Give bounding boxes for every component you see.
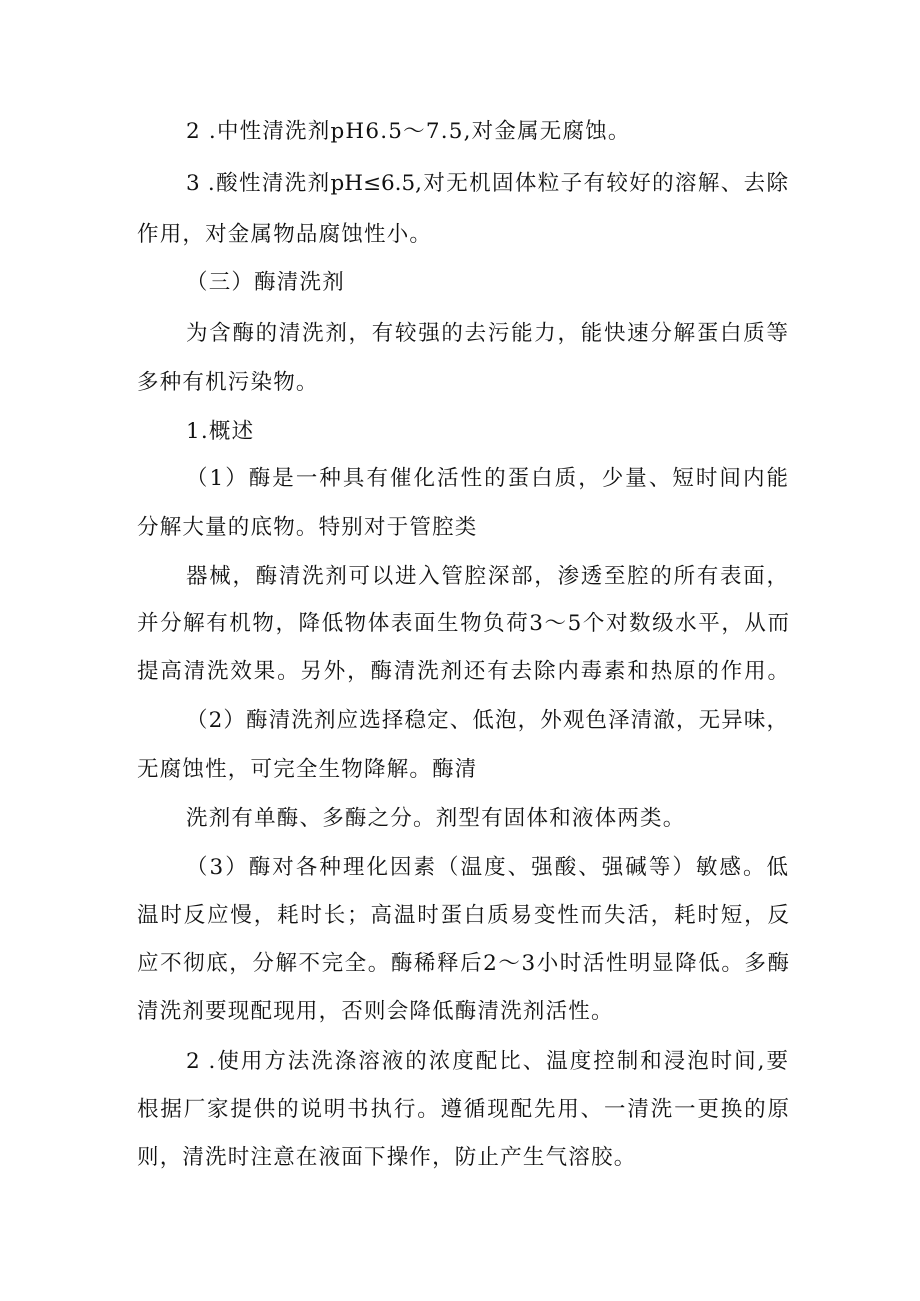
text-line-neutral-cleaner: 2 .中性清洗剂pH6.5～7.5,对金属无腐蚀。 <box>186 119 631 144</box>
text-line: 洗剂有单酶、多酶之分。剂型有固体和液体两类。 <box>186 806 686 831</box>
text-line: 应不彻底，分解不完全。酶稀释后2～3小时活性明显降低。多酶 <box>137 951 789 976</box>
text-line: 并分解有机物，降低物体表面生物负荷3～5个对数级水平，从而 <box>137 611 789 636</box>
section-heading-enzyme-cleaner: （三）酶清洗剂 <box>186 270 345 295</box>
text-line: 根据厂家提供的说明书执行。遵循现配先用、一清洗一更换的原 <box>137 1097 789 1122</box>
text-line: （2）酶清洗剂应选择稳定、低泡，外观色泽清澈，无异味， <box>186 708 788 733</box>
text-line: （1）酶是一种具有催化活性的蛋白质，少量、短时间内能 <box>186 466 788 491</box>
text-line: 分解大量的底物。特别对于管腔类 <box>137 515 478 540</box>
text-line: 清洗剂要现配现用，否则会降低酶清洗剂活性。 <box>137 999 614 1024</box>
text-line: 器械，酶清洗剂可以进入管腔深部，渗透至腔的所有表面， <box>186 564 788 589</box>
text-line: 为含酶的清洗剂，有较强的去污能力，能快速分解蛋白质等 <box>186 321 788 346</box>
text-line: 作用，对金属物品腐蚀性小。 <box>137 222 433 247</box>
text-line-acidic-cleaner: 3 .酸性清洗剂pH≤6.5,对无机固体粒子有较好的溶解、去除 <box>186 171 788 196</box>
text-line: 温时反应慢，耗时长；高温时蛋白质易变性而失活，耗时短，反 <box>137 903 789 928</box>
text-line: 无腐蚀性，可完全生物降解。酶清 <box>137 757 478 782</box>
text-line: 则，清洗时注意在液面下操作，防止产生气溶胶。 <box>137 1145 637 1170</box>
text-line: 多种有机污染物。 <box>137 370 319 395</box>
text-line: （3）酶对各种理化因素（温度、强酸、强碱等）敏感。低 <box>186 855 788 880</box>
text-line-usage-method: 2 .使用方法洗涤溶液的浓度配比、温度控制和浸泡时间,要 <box>186 1049 788 1074</box>
subheading-overview: 1.概述 <box>186 419 255 444</box>
text-line: 提高清洗效果。另外，酶清洗剂还有去除内毒素和热原的作用。 <box>137 659 789 684</box>
